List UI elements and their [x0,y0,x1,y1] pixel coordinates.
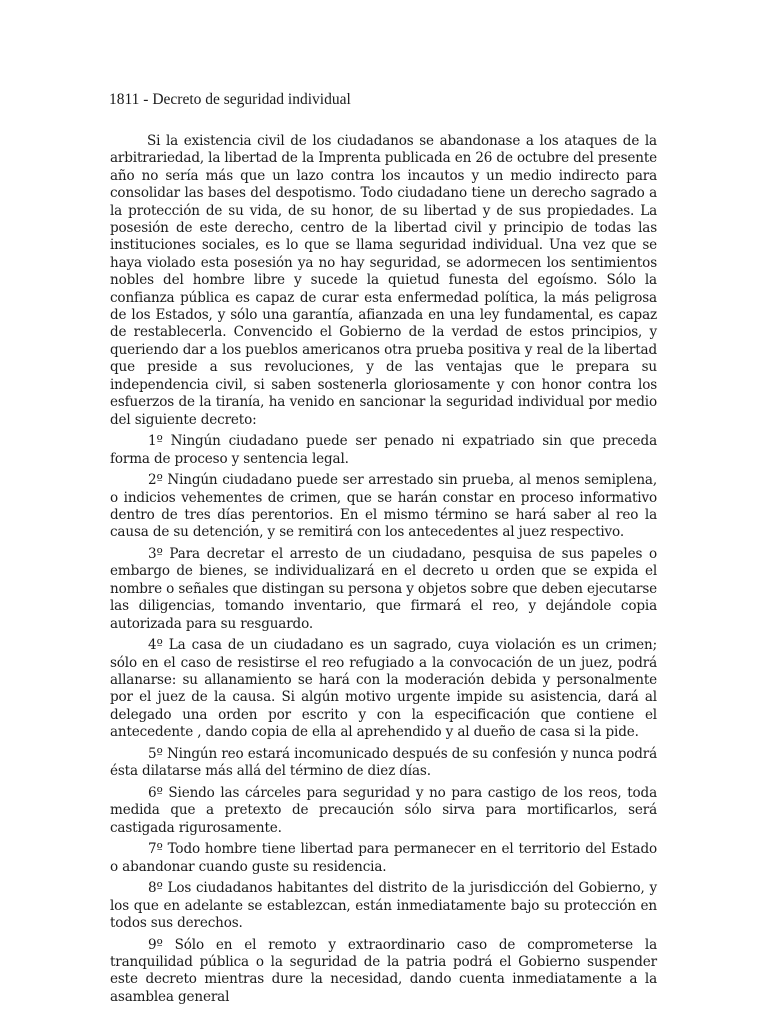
article-3: 3º Para decretar el arresto de un ciudadano, pesquisa de sus papeles o embargo de bienes, se individualizará en el decreto u orden que se expida el nombre o señales que distingan su persona y objetos sobre que deben ejecutarse las diligencias, tomando inventario, que firmará el reo, y dejándole copia autorizada para su resguardo. [110,545,657,632]
document-title: 1811 - Decreto de seguridad individual [109,91,351,108]
article-6: 6º Siendo las cárceles para seguridad y no para castigo de los reos, toda medida que a pretexto de precaución sólo sirva para mortificarlos, será castigada rigurosamente. [110,784,657,836]
article-9: 9º Sólo en el remoto y extraordinario caso de comprometerse la tranquilidad pública o la seguridad de la patria podrá el Gobierno suspender este decreto mientras dure la necesidad, dando cuenta inmediatamente a la asamblea general [110,936,657,1005]
article-5: 5º Ningún reo estará incomunicado después de su confesión y nunca podrá ésta dilatarse más allá del término de diez días. [110,745,657,780]
intro-paragraph: Si la existencia civil de los ciudadanos se abandonase a los ataques de la arbitrariedad, la libertad de la Imprenta publicada en 26 de octubre del presente año no sería más que un lazo contra los incautos y un medio indirecto para consolidar las bases del despotismo. Todo ciudadano tiene un derecho sagrado a la protección de su vida, de su honor, de su libertad y de sus propiedades. La posesión de este derecho, centro de la libertad civil y principio de todas las instituciones sociales, es lo que se llama seguridad individual. Una vez que se haya violado esta posesión ya no hay seguridad, se adormecen los sentimientos nobles del hombre libre y sucede la quietud funesta del egoísmo. Sólo la confianza pública es capaz de curar esta enfermedad política, la más peligrosa de los Estados, y sólo una garantía, afianzada en una ley fundamental, es capaz de restablecerla. Convencido el Gobierno de la verdad de estos principios, y queriendo dar a los pueblos americanos otra prueba positiva y real de la libertad que preside a sus revoluciones, y de las ventajas que le prepara su independencia civil, si saben sostenerla gloriosamente y con honor contra los esfuerzos de la tiranía, ha venido en sancionar la seguridad individual por medio del siguiente decreto: [110,133,657,428]
article-4: 4º La casa de un ciudadano es un sagrado, cuya violación es un crimen; sólo en el caso de resistirse el reo refugiado a la convocación de un juez, podrá allanarse: su allanamiento se hará con la moderación debida y personalmente por el juez de la causa. Si algún motivo urgente impide su asistencia, dará al delegado una orden por escrito y con la especificación que contiene el antecedente , dando copia de ella al aprehendido y al dueño de casa si la pide. [110,637,657,741]
article-7: 7º Todo hombre tiene libertad para permanecer en el territorio del Estado o abandonar cuando guste su residencia. [110,841,657,875]
article-8: 8º Los ciudadanos habitantes del distrito de la jurisdicción del Gobierno, y los que en adelante se establezcan, están inmediatamente bajo su protección en todos sus derechos. [110,880,657,931]
article-1: 1º Ningún ciudadano puede ser penado ni expatriado sin que preceda forma de proceso y sentencia legal. [110,433,657,467]
document-body [110,133,657,1010]
article-2: 2º Ningún ciudadano puede ser arrestado sin prueba, al menos semiplena, o indicios vehementes de crimen, que se harán constar en proceso informativo dentro de tres días perentorios. En el mismo término se hará saber al reo la causa de su detención, y se remitirá con los antecedentes al juez respectivo. [110,472,657,541]
